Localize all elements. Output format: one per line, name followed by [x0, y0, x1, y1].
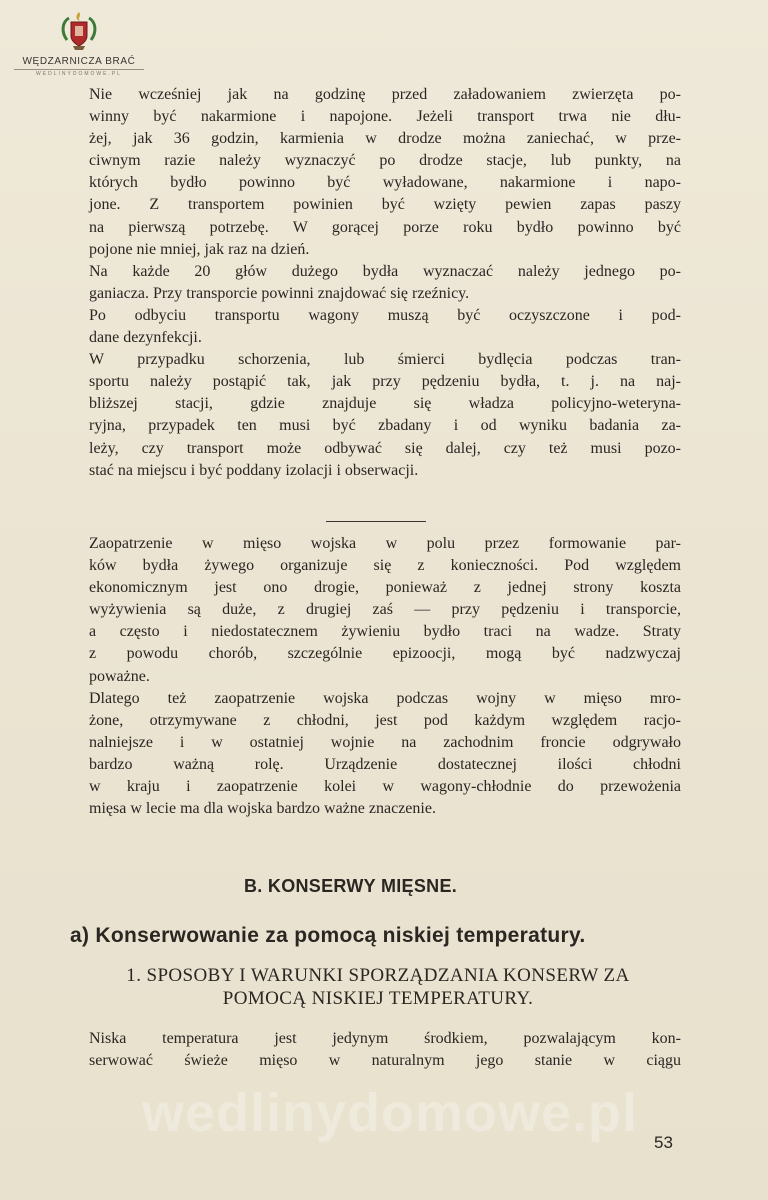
text-line: W przypadku schorzenia, lub śmierci bydlęcia podczas tran- — [89, 351, 681, 369]
subsection-heading-a: a) Konserwowanie za pomocą niskiej temperatury. — [70, 924, 586, 947]
text-line: na pierwszą potrzebę. W gorącej porze roku bydło powinno być — [89, 218, 681, 236]
text-line: żej, jak 36 godzin, karmienia w drodze można zaniechać, w prze- — [89, 130, 681, 148]
text-line: pojone nie mniej, jak raz na dzień. — [89, 240, 310, 258]
text-line: ekonomicznym jest ono drogie, ponieważ z jednej strony koszta — [89, 579, 681, 597]
text-line: Dlatego też zaopatrzenie wojska podczas wojny w mięso mro- — [89, 689, 681, 707]
text-line: stać na miejscu i być poddany izolacji i obserwacji. — [89, 461, 419, 479]
text-line: mięsa w lecie ma dla wojska bardzo ważne znaczenie. — [89, 800, 436, 818]
text-line: winny być nakarmione i napojone. Jeżeli transport trwa nie dłu- — [89, 108, 681, 126]
text-line: wyżywienia są duże, z drugiej zaś — przy pędzeniu i transporcie, — [89, 601, 681, 619]
text-line: ganiacza. Przy transporcie powinni znajdować się rzeźnicy. — [89, 284, 470, 302]
text-line: ków bydła żywego organizuje się z konieczności. Pod względem — [89, 557, 681, 575]
brand-logo — [14, 10, 144, 77]
page-number: 53 — [654, 1133, 673, 1152]
text-line: leży, czy transport może odbywać się dalej, czy też musi pozo- — [89, 439, 681, 457]
text-block-low-temperature — [89, 1030, 681, 1074]
crest-icon — [59, 10, 99, 54]
text-line: Zaopatrzenie w mięso wojska w polu przez formowanie par- — [89, 535, 681, 552]
text-line: Po odbyciu transportu wagony muszą być oczyszczone i pod- — [89, 306, 681, 324]
watermark: wedlinydomowe.pl — [141, 1083, 639, 1143]
text-line: ciwnym razie należy wyznaczyć po drodze stacje, lub punkty, na — [89, 152, 681, 170]
heading-line: 1. SPOSOBY I WARUNKI SPORZĄDZANIA KONSERW ZA — [126, 965, 630, 986]
text-line: w kraju i zaopatrzenie kolei w wagony-chłodnie do przewożenia — [89, 778, 681, 796]
text-line: Na każde 20 głów dużego bydła wyznaczać należy jednego po- — [89, 262, 681, 280]
text-line: Nie wcześniej jak na godzinę przed załadowaniem zwierzęta po- — [89, 86, 681, 103]
text-block-transport — [89, 86, 681, 484]
text-line: Niska temperatura jest jedynym środkiem, pozwalającym kon- — [89, 1030, 681, 1047]
text-line: bardzo ważną rolę. Urządzenie dostatecznej ilości chłodni — [89, 755, 681, 773]
text-line: bliższej stacji, gdzie znajduje się władza policyjno-weteryna- — [89, 395, 681, 413]
text-block-supply — [89, 535, 681, 822]
text-line: poważne. — [89, 667, 150, 685]
subsection-heading-1 — [70, 964, 686, 1010]
text-line: ryjna, przypadek ten musi być zbadany i od wyniku badania za- — [89, 417, 681, 435]
text-line: których bydło powinno być wyładowane, nakarmione i napo- — [89, 174, 681, 192]
text-line: a często i niedostatecznem żywieniu bydło traci na wadze. Straty — [89, 623, 681, 641]
section-heading-b: B. KONSERWY MIĘSNE. — [244, 876, 458, 896]
text-line: nalniejsze i w ostatniej wojnie na zachodnim froncie odgrywało — [89, 733, 681, 751]
brand-name: WĘDZARNICZA BRAĆ — [14, 56, 144, 70]
section-divider — [326, 521, 426, 522]
text-line: sportu należy postąpić tak, jak przy pędzeniu bydła, t. j. na naj- — [89, 373, 681, 391]
text-line: jone. Z transportem powinien być wzięty pewien zapas paszy — [89, 196, 681, 214]
heading-line: POMOCĄ NISKIEJ TEMPERATURY. — [222, 988, 534, 1009]
brand-subtitle: WEDLINYDOMOWE.PL — [36, 71, 122, 77]
text-line: dane dezynfekcji. — [89, 329, 202, 347]
text-line: serwować świeże mięso w naturalnym jego stanie w ciągu — [89, 1052, 681, 1070]
text-line: z powodu chorób, szczególnie epizoocji, mogą być nadzwyczaj — [89, 645, 681, 663]
text-line: żone, otrzymywane z chłodni, jest pod każdym względem racjo- — [89, 711, 681, 729]
